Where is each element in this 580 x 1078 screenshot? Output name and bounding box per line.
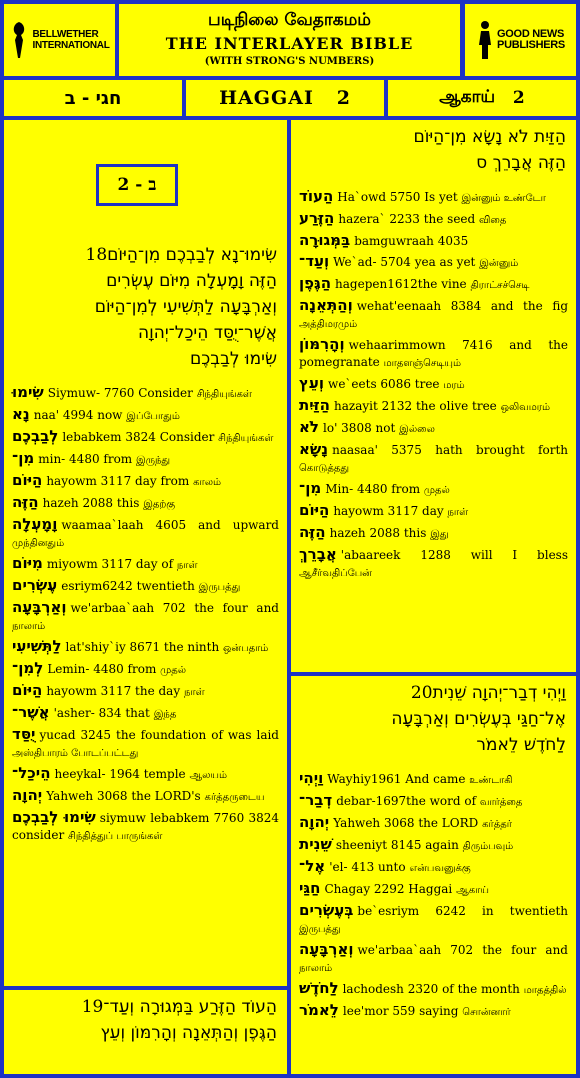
hebrew-word: יְהוָה bbox=[299, 813, 330, 831]
interlinear-entry bbox=[299, 792, 568, 811]
goodnews-logo bbox=[465, 4, 576, 76]
hebrew-word: וְעֵץ bbox=[299, 374, 325, 392]
gloss-text: waamaa`laah 4605 and upward bbox=[61, 518, 279, 532]
tamil-gloss: முதல் bbox=[160, 665, 187, 676]
gloss-text: lat'shiy`iy 8671 the ninth bbox=[65, 640, 220, 654]
verse-19-hebrew-cont bbox=[291, 124, 576, 176]
tamil-gloss: இன்னும் உண்டோ bbox=[461, 193, 546, 204]
gloss-text: Min- 4480 from bbox=[325, 482, 421, 496]
hebrew-word: וָמָעְלָה bbox=[12, 515, 58, 533]
tamil-gloss: சொன்னார் bbox=[462, 1007, 511, 1018]
tamil-gloss: முந்தினதும் bbox=[12, 538, 65, 549]
hebrew-word: הַזֶּרַע bbox=[299, 209, 335, 227]
title-tamil: படிநிலை வேதாகமம் bbox=[208, 10, 371, 30]
hebrew-verse-text: הַזַּיִת לֹא נָשָׂא מִן־הַיּוֹם bbox=[413, 127, 566, 147]
hebrew-word: מִיּוֹם bbox=[12, 554, 43, 572]
title-subtitle: (WITH STRONG'S NUMBERS) bbox=[204, 56, 375, 67]
tamil-gloss: நாள் bbox=[183, 687, 205, 698]
interlinear-entry bbox=[12, 428, 279, 447]
hebrew-word: לַחֹדֶשׁ bbox=[299, 979, 339, 997]
hebrew-word: אֲשֶׁר־ bbox=[12, 703, 50, 721]
hebrew-verse-text: וַיְהִי דְבַר־יְהוָה שֵׁנִית bbox=[432, 683, 566, 703]
hebrew-word: מִן־ bbox=[12, 449, 35, 467]
tamil-gloss: ஆலயம் bbox=[189, 770, 228, 781]
hebrew-book-name: חגי - ב bbox=[64, 87, 122, 109]
interlinear-entry bbox=[299, 880, 568, 899]
tamil-gloss: கர்த்தர் bbox=[482, 819, 512, 830]
interlinear-entry bbox=[299, 375, 568, 394]
interlinear-entry bbox=[299, 419, 568, 438]
tamil-gloss: மரம் bbox=[443, 380, 465, 391]
hebrew-word: שִׂימוּ לְבַבְכֶם bbox=[12, 808, 96, 826]
tamil-gloss: சிந்தித்துப் பாருங்கள் bbox=[68, 831, 163, 842]
tamil-gloss: இன்னும் bbox=[479, 258, 519, 269]
verse-19-hebrew bbox=[4, 994, 287, 1046]
tamil-gloss: இது bbox=[430, 529, 449, 540]
hebrew-verse-text: וְאַרְבָּעָה לַתְּשִׁיעִי לְמִן־הַיּוֹם bbox=[94, 297, 277, 317]
tamil-gloss: அஸ்திபாரம் போடப்பட்டது bbox=[12, 748, 139, 759]
interlinear-entry bbox=[299, 188, 568, 207]
tamil-gloss: ஒலிவமரம் bbox=[500, 402, 551, 413]
hebrew-verse-line bbox=[301, 124, 566, 150]
interlinear-entry bbox=[299, 546, 568, 582]
hebrew-word: וְאַרְבָּעָה bbox=[299, 940, 354, 958]
gloss-text: Wayhiy1961 And came bbox=[327, 772, 466, 786]
tamil-gloss: சிந்தியுங்கள் bbox=[218, 433, 274, 444]
gloss-text: wehaarimmown 7416 and the pomegranate bbox=[299, 338, 568, 369]
verse-19-panel bbox=[4, 990, 287, 1074]
hebrew-word: בְּעֶשְׂרִים bbox=[299, 901, 354, 919]
tamil-chapter: 2 bbox=[512, 88, 525, 108]
hebrew-word: וַיְהִי bbox=[299, 769, 324, 787]
english-book-header bbox=[186, 80, 384, 116]
tamil-gloss: மாதத்தில் bbox=[523, 985, 567, 996]
gloss-text: we`eets 6086 tree bbox=[328, 377, 440, 391]
hebrew-word: וְהַתְּאֵנָה bbox=[299, 296, 353, 314]
gloss-text: naasaa' 5375 hath brought forth bbox=[332, 443, 568, 457]
hebrew-word: דְבַר־ bbox=[299, 791, 333, 809]
interlinear-entry bbox=[299, 902, 568, 938]
hebrew-word: וְאַרְבָּעָה bbox=[12, 598, 67, 616]
interlinear-entry bbox=[12, 450, 279, 469]
tamil-gloss: என்பவனுக்கு bbox=[409, 863, 471, 874]
tamil-gloss: வார்த்தை bbox=[479, 797, 523, 808]
interlinear-entry bbox=[299, 441, 568, 477]
hebrew-word: לֹא bbox=[299, 418, 319, 436]
hebrew-verse-line bbox=[301, 706, 566, 732]
gloss-text: Siymuw- 7760 Consider bbox=[47, 386, 193, 400]
gloss-text: sheeniyt 8145 again bbox=[335, 838, 459, 852]
bellwether-logo bbox=[4, 4, 115, 76]
gloss-text: debar-1697the word of bbox=[336, 794, 477, 808]
interlinear-entry bbox=[299, 980, 568, 999]
interlinear-entry bbox=[12, 599, 279, 635]
hebrew-word: חַגַּי bbox=[299, 879, 321, 897]
logo-right-line2: PUBLISHERS bbox=[497, 39, 565, 51]
hebrew-verse-line bbox=[14, 346, 277, 372]
tamil-gloss: நாள் bbox=[447, 507, 469, 518]
interlinear-entry bbox=[299, 397, 568, 416]
interlinear-entry bbox=[12, 809, 279, 845]
gloss-text: lebabkem 3824 Consider bbox=[62, 430, 215, 444]
gloss-text: bamguwraah 4035 bbox=[354, 234, 469, 248]
title-english: THE INTERLAYER BIBLE bbox=[165, 34, 414, 53]
tamil-gloss: அத்திமரமும் bbox=[299, 319, 358, 330]
verse-number: 19 bbox=[81, 997, 104, 1017]
hebrew-word: הַיּוֹם bbox=[299, 501, 330, 519]
hebrew-verse-line bbox=[14, 994, 277, 1020]
gloss-text: min- 4480 from bbox=[38, 452, 133, 466]
verse-number: 20 bbox=[410, 683, 433, 703]
tamil-gloss: இருபத்து bbox=[198, 582, 241, 593]
interlinear-entry bbox=[299, 502, 568, 521]
tamil-gloss: கொடுத்தது bbox=[299, 463, 350, 474]
interlinear-entry bbox=[299, 770, 568, 789]
tamil-book-name: ஆகாய் bbox=[439, 87, 496, 107]
gloss-text: Yahweh 3068 the LORD's bbox=[46, 789, 201, 803]
hebrew-verse-text: הַעוֹד הַזֶּרַע בַּמְּגוּרָה וְעַד־ bbox=[103, 997, 277, 1017]
hebrew-word: הַגֶּפֶן bbox=[299, 274, 332, 292]
tamil-gloss: நாலாம் bbox=[299, 963, 333, 974]
tamil-gloss: இருபத்து bbox=[299, 924, 341, 935]
hebrew-verse-line bbox=[14, 294, 277, 320]
hebrew-word: בַּמְּגוּרָה bbox=[299, 231, 351, 249]
gloss-text: hayowm 3117 day from bbox=[46, 474, 190, 488]
hebrew-verse-text: הַזֶּה וָמָעְלָה מִיּוֹם עֶשְׂרִים bbox=[106, 271, 277, 291]
hebrew-word: לְמִן־ bbox=[12, 659, 44, 677]
interlinear-entry bbox=[12, 555, 279, 574]
verse-20-panel bbox=[291, 676, 576, 1074]
hebrew-word: אֶל־ bbox=[299, 857, 326, 875]
tamil-gloss: சிந்தியுங்கள் bbox=[196, 389, 252, 400]
figure-icon bbox=[476, 19, 494, 61]
interlinear-entry bbox=[12, 516, 279, 552]
tamil-gloss: இதற்கு bbox=[143, 499, 176, 510]
english-book-name: HAGGAI bbox=[219, 87, 314, 109]
tamil-gloss: நாலாம் bbox=[12, 621, 46, 632]
hebrew-word: לַתְּשִׁיעִי bbox=[12, 637, 62, 655]
tamil-gloss: காலம் bbox=[193, 477, 222, 488]
interlinear-entry bbox=[299, 297, 568, 333]
hebrew-word: לֵאמֹר bbox=[299, 1001, 339, 1019]
hebrew-verse-text: הַגֶּפֶן וְהַתְּאֵנָה וְהָרִמּוֹן וְעֵץ bbox=[100, 1023, 277, 1043]
tamil-gloss: விதை bbox=[479, 215, 507, 226]
hebrew-word: הַזֶּה bbox=[12, 493, 39, 511]
tamil-gloss: முதல் bbox=[423, 485, 450, 496]
gloss-text: 'asher- 834 that bbox=[53, 706, 150, 720]
hebrew-word: הַעוֹד bbox=[299, 187, 334, 205]
tamil-gloss: திரும்பவும் bbox=[462, 841, 514, 852]
interlinear-entry bbox=[12, 472, 279, 491]
gloss-text: wehat'eenaah 8384 and the fig bbox=[356, 299, 568, 313]
gloss-text: hayowm 3117 day bbox=[333, 504, 444, 518]
verse-19-cont-panel bbox=[291, 120, 576, 672]
hebrew-verse-line bbox=[301, 732, 566, 758]
verse-20-hebrew bbox=[291, 680, 576, 758]
interlinear-entry bbox=[299, 814, 568, 833]
hebrew-verse-text: הַזֶּה אֲבָרֵךְ ס bbox=[476, 153, 566, 173]
gloss-text: be`esriym 6242 in twentieth bbox=[357, 904, 568, 918]
gloss-text: 'el- 413 unto bbox=[329, 860, 406, 874]
interlinear-entry bbox=[12, 384, 279, 403]
hebrew-word: הֵיכַל־ bbox=[12, 764, 51, 782]
interlinear-entry bbox=[299, 253, 568, 272]
tamil-gloss: உண்டாகி bbox=[469, 775, 513, 786]
interlinear-entry bbox=[12, 765, 279, 784]
hebrew-word: מִן־ bbox=[299, 479, 322, 497]
logo-right-line1: GOOD NEWS bbox=[497, 28, 565, 40]
verse-20-entries bbox=[291, 770, 576, 1021]
interlinear-entry bbox=[299, 275, 568, 294]
interlinear-entry bbox=[12, 406, 279, 425]
interlinear-entry bbox=[299, 1002, 568, 1021]
hebrew-word: הַיּוֹם bbox=[12, 471, 43, 489]
interlinear-entry bbox=[299, 858, 568, 877]
gloss-text: Lemin- 4480 from bbox=[47, 662, 157, 676]
tamil-gloss: கர்த்தருடைய bbox=[204, 792, 265, 803]
hebrew-word: נָשָׂא bbox=[299, 440, 329, 458]
hebrew-word: שִׂימוּ bbox=[12, 383, 44, 401]
hebrew-word: עֶשְׂרִים bbox=[12, 576, 58, 594]
hebrew-word: שֵׁנִית bbox=[299, 835, 332, 853]
title-block bbox=[119, 4, 460, 76]
hebrew-verse-line bbox=[14, 1020, 277, 1046]
hebrew-word: יְהוָה bbox=[12, 786, 43, 804]
tamil-gloss: இல்லை bbox=[399, 424, 435, 435]
chapter-badge-text: ב - 2 bbox=[117, 175, 157, 195]
verse-18-entries bbox=[4, 384, 287, 845]
interlinear-entry bbox=[299, 836, 568, 855]
hebrew-verse-text: שִׂימוּ־נָא לְבַבְכֶם מִן־הַיּוֹם bbox=[107, 245, 277, 265]
chapter-badge bbox=[96, 164, 178, 206]
hebrew-verse-text: אֶל־חַגַּי בְּעֶשְׂרִים וְאַרְבָּעָה bbox=[391, 709, 566, 729]
hebrew-verse-line bbox=[301, 680, 566, 706]
gloss-text: yucad 3245 the foundation of was laid bbox=[39, 728, 279, 742]
tamil-gloss: நாள் bbox=[176, 560, 198, 571]
hebrew-word: הַיּוֹם bbox=[12, 681, 43, 699]
interlinear-entry bbox=[299, 941, 568, 977]
tamil-gloss: இந்த bbox=[153, 709, 177, 720]
tamil-gloss: இருந்து bbox=[136, 455, 171, 466]
hebrew-word: וְעַד־ bbox=[299, 252, 330, 270]
hebrew-word: לְבַבְכֶם bbox=[12, 427, 59, 445]
gloss-text: naa' 4994 now bbox=[33, 408, 123, 422]
logo-left-line1: BELLWETHER bbox=[32, 29, 99, 40]
verse-19-entries bbox=[291, 188, 576, 582]
hebrew-word: יֻסַּד bbox=[12, 725, 36, 743]
hebrew-verse-line bbox=[301, 150, 566, 176]
gloss-text: we'arbaa`aah 702 the four and bbox=[70, 601, 279, 615]
gloss-text: We`ad- 5704 yea as yet bbox=[333, 255, 476, 269]
tamil-gloss: திராட்சச்செடி bbox=[470, 280, 530, 291]
hebrew-word: אֲבָרֵךְ bbox=[299, 545, 337, 563]
hebrew-verse-text: אֲשֶׁר־יֻסַּד הֵיכַל־יְהוָה bbox=[138, 323, 277, 343]
tamil-gloss: ஒன்பதாம் bbox=[223, 643, 269, 654]
interlinear-entry bbox=[299, 210, 568, 229]
interlinear-entry bbox=[12, 494, 279, 513]
tamil-gloss: ஆசீர்வதிப்பேன் bbox=[299, 568, 372, 579]
interlinear-entry bbox=[299, 336, 568, 372]
hebrew-word: נָא bbox=[12, 405, 30, 423]
verse-18-hebrew bbox=[4, 242, 287, 372]
gloss-text: hazeh 2088 this bbox=[329, 526, 427, 540]
gloss-text: hazayit 2132 the olive tree bbox=[333, 399, 497, 413]
gloss-text: esriym6242 twentieth bbox=[61, 579, 195, 593]
english-chapter: 2 bbox=[336, 87, 351, 109]
interlinear-entry bbox=[12, 704, 279, 723]
gloss-text: Yahweh 3068 the LORD bbox=[333, 816, 479, 830]
hebrew-book-header bbox=[4, 80, 182, 116]
tamil-gloss: ஆகாய் bbox=[456, 885, 489, 896]
verse-number: 18 bbox=[85, 245, 108, 265]
interlinear-entry bbox=[12, 787, 279, 806]
verse-18-panel bbox=[4, 120, 287, 986]
tamil-book-header bbox=[388, 80, 576, 116]
gloss-text: lee'mor 559 saying bbox=[342, 1004, 459, 1018]
interlinear-entry bbox=[299, 480, 568, 499]
tamil-gloss: மாதளஞ்செடியும் bbox=[383, 358, 462, 369]
interlinear-entry bbox=[12, 577, 279, 596]
hebrew-word: הַזֶּה bbox=[299, 523, 326, 541]
gloss-text: Chagay 2292 Haggai bbox=[324, 882, 453, 896]
tamil-gloss: இப்போதும் bbox=[126, 411, 180, 422]
hebrew-word: הַזַּיִת bbox=[299, 396, 330, 414]
gloss-text: we'arbaa`aah 702 the four and bbox=[357, 943, 568, 957]
interlinear-entry bbox=[12, 638, 279, 657]
gloss-text: miyowm 3117 day of bbox=[46, 557, 174, 571]
hebrew-verse-line bbox=[14, 320, 277, 346]
gloss-text: hayowm 3117 the day bbox=[46, 684, 181, 698]
hebrew-verse-text: שִׂימוּ לְבַבְכֶם bbox=[189, 349, 277, 369]
logo-left-line2: INTERNATIONAL bbox=[32, 40, 110, 51]
interlinear-entry bbox=[299, 524, 568, 543]
gloss-text: siymuw lebabkem 7760 3824 consider bbox=[12, 811, 280, 842]
interlinear-entry bbox=[12, 682, 279, 701]
gloss-text: Ha`owd 5750 Is yet bbox=[337, 190, 458, 204]
ram-icon bbox=[9, 20, 29, 60]
interlinear-entry bbox=[299, 232, 568, 250]
interlinear-entry bbox=[12, 660, 279, 679]
gloss-text: hazeh 2088 this bbox=[42, 496, 140, 510]
hebrew-word: וְהָרִמּוֹן bbox=[299, 335, 345, 353]
interlinear-entry bbox=[12, 726, 279, 762]
gloss-text: lachodesh 2320 of the month bbox=[342, 982, 520, 996]
gloss-text: hazera` 2233 the seed bbox=[338, 212, 476, 226]
hebrew-verse-line bbox=[14, 268, 277, 294]
gloss-text: lo' 3808 not bbox=[323, 421, 396, 435]
gloss-text: 'abaareek 1288 will I bless bbox=[340, 548, 568, 562]
hebrew-verse-line bbox=[14, 242, 277, 268]
gloss-text: heeykal- 1964 temple bbox=[54, 767, 186, 781]
hebrew-verse-text: לַחֹדֶשׁ לֵאמֹר bbox=[476, 735, 566, 755]
gloss-text: hagepen1612the vine bbox=[335, 277, 467, 291]
